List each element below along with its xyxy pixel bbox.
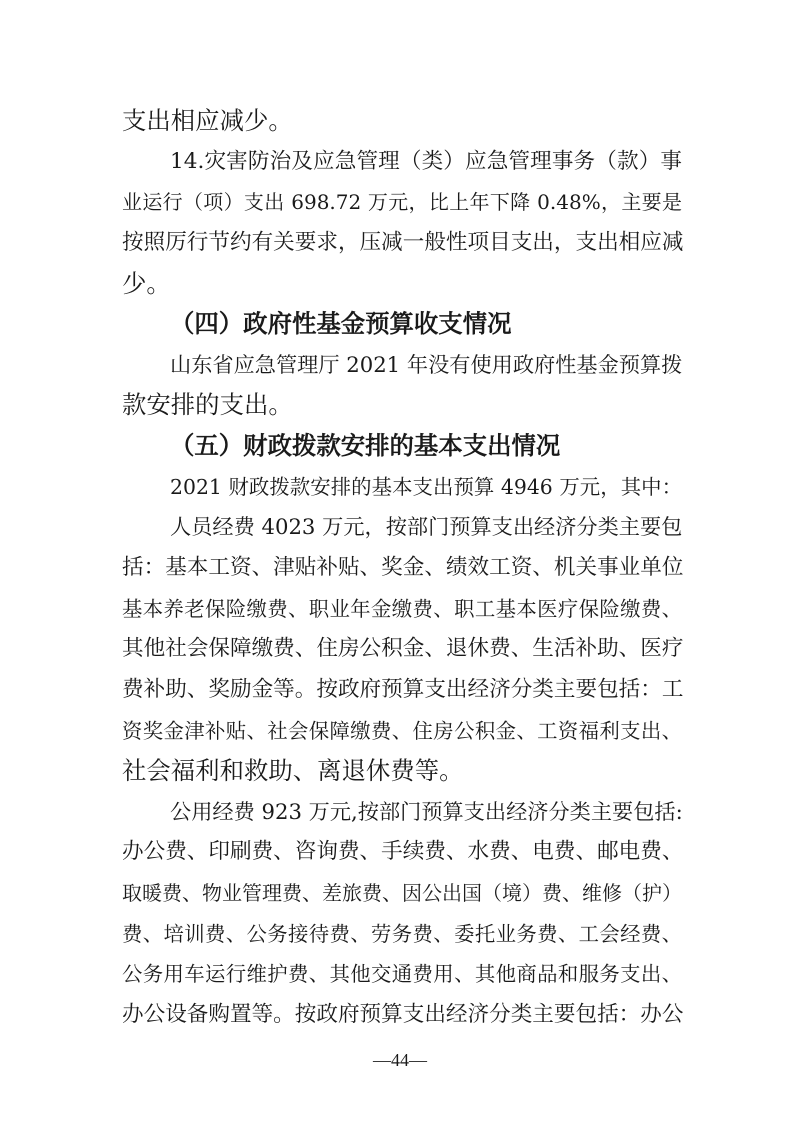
section-heading-5: （五）财政拨款安排的基本支出情况 — [170, 431, 561, 460]
text-line-15: 费补助、奖励金等。按政府预算支出经济分类主要包括：工 — [122, 677, 684, 702]
text-line-11: 人员经费 4023 万元，按部门预算支出经济分类主要包 — [170, 514, 683, 539]
text-line-18: 公用经费 923 万元,按部门预算支出经济分类主要包括: — [170, 799, 683, 824]
page-number: —44— — [373, 1050, 427, 1070]
text-line-7: 山东省应急管理厅 2021 年没有使用政府性基金预算拨 — [170, 352, 683, 377]
text-line-23: 办公设备购置等。按政府预算支出经济分类主要包括：办公 — [122, 1002, 684, 1027]
text-line-13: 基本养老保险缴费、职业年金缴费、职工基本医疗保险缴费、 — [122, 597, 682, 621]
text-line-5: 少。 — [122, 269, 171, 298]
text-line-19: 办公费、印刷费、咨询费、手续费、水费、电费、邮电费、 — [122, 839, 684, 864]
text-line-12: 括：基本工资、津贴补贴、奖金、绩效工资、机关事业单位 — [122, 555, 684, 580]
text-line-20: 取暖费、物业管理费、差旅费、因公出国（境）费、维修（护） — [122, 881, 682, 905]
text-line-1: 支出相应减少。 — [122, 106, 293, 135]
text-line-17: 社会福利和救助、离退休费等。 — [122, 756, 464, 785]
text-line-10: 2021 财政拨款安排的基本支出预算 4946 万元，其中： — [170, 475, 682, 499]
section-heading-4: （四）政府性基金预算收支情况 — [170, 309, 512, 338]
text-line-4: 按照厉行节约有关要求，压减一般性项目支出，支出相应减 — [122, 230, 684, 255]
text-line-22: 公务用车运行维护费、其他交通费用、其他商品和服务支出、 — [122, 962, 682, 986]
text-line-3: 业运行（项）支出 698.72 万元，比上年下降 0.48%，主要是 — [122, 190, 682, 214]
text-line-2: 14.灾害防治及应急管理（类）应急管理事务（款）事 — [170, 149, 682, 174]
text-line-21: 费、培训费、公务接待费、劳务费、委托业务费、工会经费、 — [122, 922, 682, 946]
text-line-14: 其他社会保障缴费、住房公积金、退休费、生活补助、医疗 — [122, 636, 684, 661]
text-line-16: 资奖金津补贴、社会保障缴费、住房公积金、工资福利支出、 — [122, 719, 682, 743]
text-line-8: 款安排的支出。 — [122, 390, 293, 419]
